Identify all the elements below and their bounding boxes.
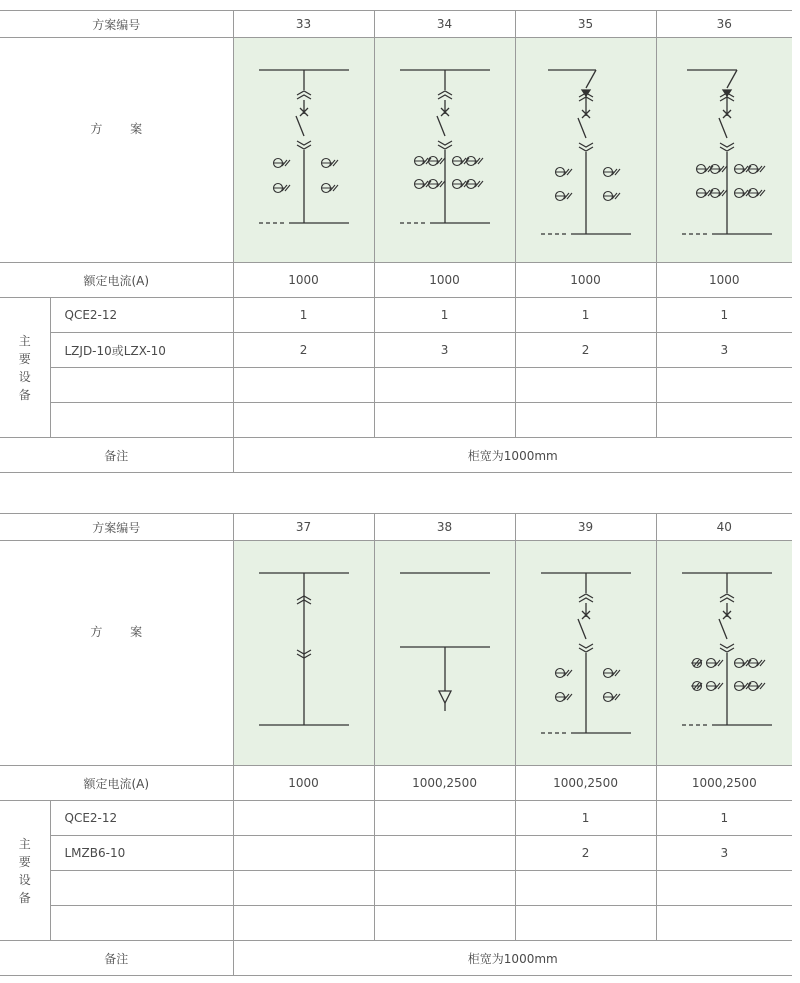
equipment-qty [656,871,792,906]
equipment-qty [233,836,374,871]
equipment-qty [515,906,656,941]
equipment-qty: 2 [515,333,656,368]
scheme-diagram-40 [656,541,792,766]
equipment-qty [515,403,656,438]
scheme-diagram-33 [233,38,374,263]
scheme-number: 35 [515,11,656,38]
scheme-label: 方 案 [90,122,155,136]
scheme-number: 33 [233,11,374,38]
equipment-qty [374,871,515,906]
equipment-label-text: 主要设备 [18,333,31,402]
equipment-label-text: 主要设备 [18,836,31,905]
scheme-number: 36 [656,11,792,38]
circuit-diagram [516,38,656,262]
equipment-name [50,871,233,906]
equipment-name [50,906,233,941]
current-label: 额定电流(A) [0,766,233,801]
equipment-qty [233,906,374,941]
scheme-diagram-38 [374,541,515,766]
scheme-number: 39 [515,514,656,541]
current-value: 1000,2500 [515,766,656,801]
equipment-name: QCE2-12 [50,801,233,836]
equipment-qty: 2 [515,836,656,871]
equipment-name: LZJD-10或LZX-10 [50,333,233,368]
header-label: 方案编号 [0,514,233,541]
current-value: 1000 [233,263,374,298]
remark-label: 备注 [0,941,233,976]
equipment-qty [515,871,656,906]
current-value: 1000,2500 [374,766,515,801]
equipment-qty [656,403,792,438]
current-value: 1000 [656,263,792,298]
equipment-qty [374,801,515,836]
equipment-qty: 3 [656,333,792,368]
remark-label: 备注 [0,438,233,473]
equipment-qty [374,906,515,941]
circuit-diagram [657,541,797,765]
scheme-diagram-34 [374,38,515,263]
equipment-qty [656,368,792,403]
equipment-qty: 1 [515,298,656,333]
equipment-qty: 3 [374,333,515,368]
current-value: 1000,2500 [656,766,792,801]
circuit-diagram [657,38,797,262]
equipment-qty: 1 [515,801,656,836]
equipment-qty [233,801,374,836]
equipment-qty [374,403,515,438]
scheme-diagram-37 [233,541,374,766]
equipment-qty [233,403,374,438]
equipment-qty [374,368,515,403]
equipment-label [0,298,50,438]
equipment-qty: 3 [656,836,792,871]
equipment-name [50,403,233,438]
scheme-table-1 [0,10,792,473]
circuit-diagram [375,541,515,765]
current-value: 1000 [515,263,656,298]
equipment-qty: 1 [374,298,515,333]
scheme-number: 40 [656,514,792,541]
equipment-name [50,368,233,403]
circuit-diagram [375,38,515,262]
circuit-diagram [234,541,374,765]
circuit-diagram [516,541,656,765]
current-value: 1000 [233,766,374,801]
scheme-number: 37 [233,514,374,541]
scheme-diagram-39 [515,541,656,766]
current-value: 1000 [374,263,515,298]
equipment-qty: 1 [233,298,374,333]
equipment-qty: 2 [233,333,374,368]
scheme-number: 34 [374,11,515,38]
scheme-diagram-35 [515,38,656,263]
circuit-diagram [234,38,374,262]
equipment-qty [233,368,374,403]
equipment-qty: 1 [656,801,792,836]
current-label: 额定电流(A) [0,263,233,298]
scheme-number: 38 [374,514,515,541]
equipment-qty [233,871,374,906]
scheme-diagram-36 [656,38,792,263]
scheme-table-2 [0,513,792,976]
equipment-qty [374,836,515,871]
equipment-name: QCE2-12 [50,298,233,333]
equipment-qty: 1 [656,298,792,333]
equipment-name: LMZB6-10 [50,836,233,871]
equipment-qty [656,906,792,941]
equipment-label [0,801,50,941]
scheme-label: 方 案 [90,625,155,639]
remark-value: 柜宽为1000mm [233,438,792,473]
header-label: 方案编号 [0,11,233,38]
equipment-qty [515,368,656,403]
remark-value: 柜宽为1000mm [233,941,792,976]
